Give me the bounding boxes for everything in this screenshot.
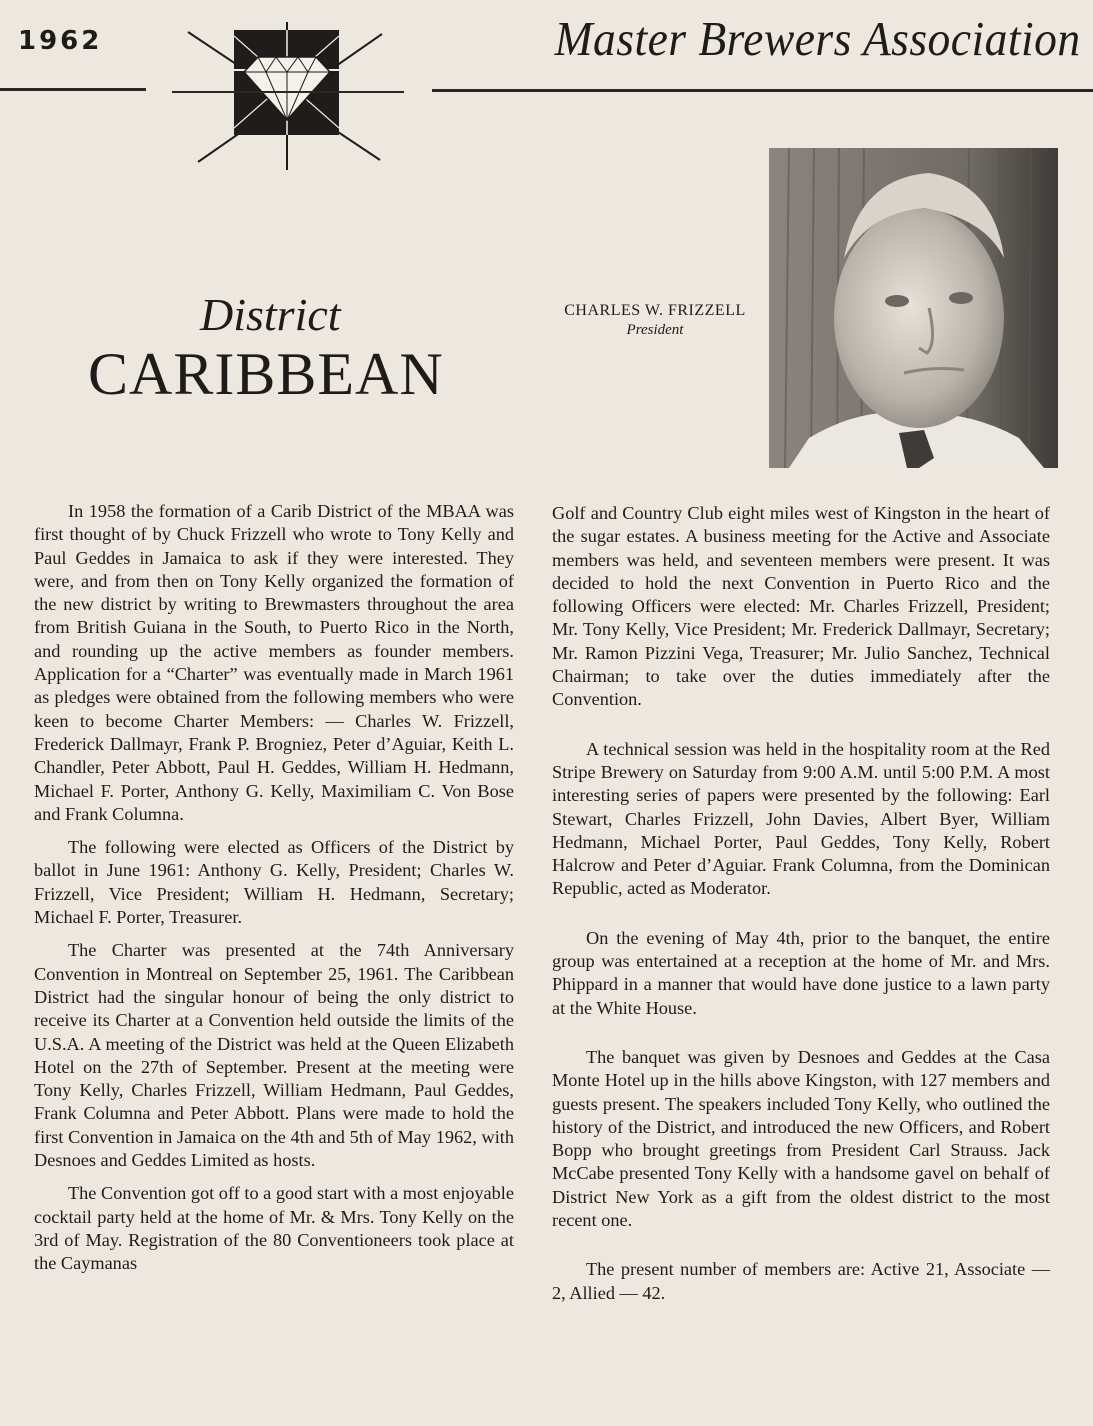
portrait-photo bbox=[769, 148, 1058, 468]
paragraph: The following were elected as Officers of the District by ballot in June 1961: Anthony G. Kelly, President; Charles W. Frizzell, Vice President; William H. Hedmann, Secretary; Michael F. Porter, Treasurer. bbox=[34, 837, 514, 928]
title-district: District bbox=[200, 289, 341, 340]
header-rule-mid bbox=[172, 91, 404, 93]
article-left-column bbox=[34, 500, 514, 1286]
paragraph: The banquet was given by Desnoes and Geddes at the Casa Monte Hotel up in the hills above Kingston, with 127 members and guests present. The speakers included Tony Kelly, who outlined the history of the District, and introduced the new Officers, and Robert Bopp who brought greetings from President Carl Strauss. Jack McCabe presented Tony Kelly with a handsome gavel on behalf of District New York as a gift from the oldest district to the most recent one. bbox=[552, 1046, 1050, 1231]
caption-name: CHARLES W. FRIZZELL bbox=[564, 302, 746, 319]
paragraph: In 1958 the formation of a Carib District of the MBAA was first thought of by Chuck Frizzell who wrote to Tony Kelly and Paul Geddes in Jamaica to ask if they were interested. They were, and from then on Tony Kelly organized the formation of the new district by writing to Brewmasters throughout the area from British Guiana in the South, to Puerto Rico in the North, and rounding up the active members as founder members. Application for a “Charter” was eventually made in March 1961 as pledges were obtained from the following members who were keen to become Charter Members: — Charles W. Frizzell, Frederick Dallmayr, Frank P. Brogniez, Peter d’Aguiar, Keith L. Chandler, Peter Abbott, Paul H. Geddes, William H. Hedmann, Michael F. Porter, Anthony G. Kelly, Maximiliam C. Von Bose and Frank Columna. bbox=[34, 501, 514, 824]
paragraph: Golf and Country Club eight miles west of Kingston in the heart of the sugar estates. A business meeting for the Active and Associate members was held, and seventeen members were present. It was decided to hold the next Convention in Puerto Rico and the following Officers were elected: Mr. Charles Frizzell, President; Mr. Tony Kelly, Vice President; Mr. Frederick Dallmayr, Secretary; Mr. Ramon Pizzini Vega, Treasurer; Mr. Julio Sanchez, Technical Chairman; to take over the duties immediately after the Convention. bbox=[552, 503, 1050, 710]
caption-role: President bbox=[626, 322, 684, 338]
title-caribbean: CARIBBEAN bbox=[88, 341, 444, 407]
paragraph: The Convention got off to a good start with a most enjoyable cocktail party held at the home of Mr. & Mrs. Tony Kelly on the 3rd of May. Registration of the 80 Conventioneers took place at the Caymanas bbox=[34, 1183, 514, 1274]
portrait-icon bbox=[769, 148, 1058, 468]
header-rule-right bbox=[432, 89, 1093, 92]
paragraph: On the evening of May 4th, prior to the banquet, the entire group was entertained at a reception at the home of Mr. and Mrs. Phippard in a manner that would have done justice to a lawn party at the White House. bbox=[552, 927, 1050, 1018]
paragraph: The Charter was presented at the 74th Anniversary Convention in Montreal on September 25, 1961. The Caribbean District had the singular honour of being the only district to receive its Charter at a Convention held outside the limits of the U.S.A. A meeting of the District was held at the Queen Elizabeth Hotel on the 27th of September. Present at the meeting were Tony Kelly, Charles Frizzell, William Hedmann, Paul Geddes, Frank Columna and Peter Abbott. Plans were made to hold the first Convention in Jamaica on the 4th and 5th of May 1962, with Desnoes and Geddes Limited as hosts. bbox=[34, 940, 514, 1171]
paragraph: A technical session was held in the hospitality room at the Red Stripe Brewery on Saturday from 9:00 A.M. until 5:00 P.M. A most interesting series of papers were presented by the following: Earl Stewart, Charles Frizzell, John Davies, Albert Byer, William Hedmann, Michael Porter, Paul Geddes, Tony Kelly, Robert Halcrow and Peter d’Aguiar. Frank Columna, from the Dominican Republic, acted as Moderator. bbox=[552, 738, 1050, 899]
article-right-column bbox=[552, 502, 1050, 1315]
paragraph: The present number of members are: Active 21, Associate — 2, Allied — 42. bbox=[552, 1259, 1050, 1303]
photo-caption bbox=[545, 302, 765, 339]
diamond-emblem-logo bbox=[180, 20, 390, 170]
masthead-title: Master Brewers Association bbox=[554, 11, 1081, 66]
header-rule-left bbox=[0, 88, 146, 91]
year-label: 1962 bbox=[18, 26, 103, 56]
diamond-icon bbox=[180, 20, 390, 170]
